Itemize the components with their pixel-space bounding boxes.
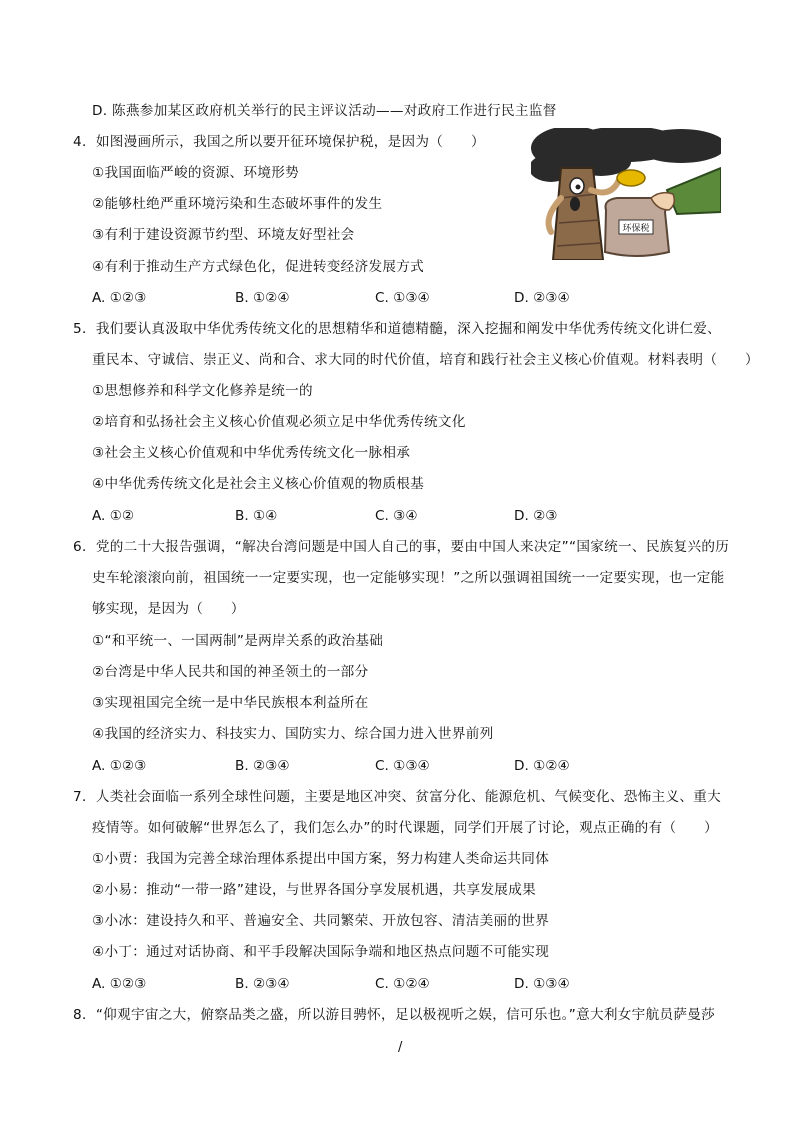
q7-stem-line-2: 疫情等。如何破解“世界怎么了，我们怎么办”的时代课题，同学们开展了讨论，观点正确的有（ ） <box>92 820 719 836</box>
q7-item-3: ③小冰：建设持久和平、普遍安全、共同繁荣、开放包容、清洁美丽的世界 <box>92 913 550 929</box>
q6-item-4: ④我国的经济实力、科技实力、国防实力、综合国力进入世界前列 <box>92 726 494 742</box>
q3-option-d: D. 陈燕参加某区政府机关举行的民主评议活动——对政府工作进行民主监督 <box>92 103 557 119</box>
q4-option-b: B. ①②④ <box>235 290 290 306</box>
q7-item-2: ②小易：推动“一带一路”建设，与世界各国分享发展机遇，共享发展成果 <box>92 882 536 898</box>
q6-item-1: ①“和平统一、一国两制”是两岸关系的政治基础 <box>92 633 384 649</box>
q5-stem-line-1: 5．我们要认真汲取中华优秀传统文化的思想精华和道德精髓，深入挖掘和阐发中华优秀传统文化讲仁爱、 <box>73 321 722 337</box>
q5-item-2: ②培育和弘扬社会主义核心价值观必须立足中华优秀传统文化 <box>92 414 466 430</box>
q4-item-3: ③有利于建设资源节约型、环境友好型社会 <box>92 227 355 243</box>
q4-option-c: C. ①③④ <box>375 290 430 306</box>
gold-ingot <box>617 170 645 186</box>
q6-option-b: B. ②③④ <box>235 758 290 774</box>
q6-item-2: ②台湾是中华人民共和国的神圣领土的一部分 <box>92 664 369 680</box>
q4-item-2: ②能够杜绝严重环境污染和生态破坏事件的发生 <box>92 196 383 212</box>
q5-option-c: C. ③④ <box>375 508 418 524</box>
q5-item-3: ③社会主义核心价值观和中华优秀传统文化一脉相承 <box>92 445 411 461</box>
q7-stem-line-1: 7．人类社会面临一系列全球性问题，主要是地区冲突、贫富分化、能源危机、气候变化、恐怖主义、重大 <box>73 789 722 805</box>
q6-stem-line-1: 6．党的二十大报告强调，“解决台湾问题是中国人自己的事，要由中国人来决定”“国家统一、民族复兴的历 <box>73 539 730 555</box>
q5-stem-line-2: 重民本、守诚信、崇正义、尚和合、求大同的时代价值，培育和践行社会主义核心价值观。材料表明（ ） <box>92 352 759 368</box>
q6-stem-line-2: 史车轮滚滚向前，祖国统一一定要实现，也一定能够实现！”之所以强调祖国统一一定要实现，也一定能 <box>92 570 725 586</box>
q4-item-1: ①我国面临严峻的资源、环境形势 <box>92 165 299 181</box>
q7-option-d: D. ①③④ <box>514 976 570 992</box>
q7-item-4: ④小丁：通过对话协商、和平手段解决国际争端和地区热点问题不可能实现 <box>92 944 550 960</box>
q6-stem-line-3: 够实现，是因为（ ） <box>92 601 245 617</box>
q4-option-d: D. ②③④ <box>514 290 570 306</box>
q7-option-b: B. ②③④ <box>235 976 290 992</box>
page-number: / <box>398 1040 403 1055</box>
q5-item-4: ④中华优秀传统文化是社会主义核心价值观的物质根基 <box>92 476 425 492</box>
q6-option-c: C. ①③④ <box>375 758 430 774</box>
q6-item-3: ③实现祖国完全统一是中华民族根本利益所在 <box>92 695 369 711</box>
q5-option-d: D. ②③ <box>514 508 558 524</box>
q5-option-b: B. ①④ <box>235 508 278 524</box>
q4-option-a: A. ①②③ <box>92 290 147 306</box>
environmental-tax-cartoon <box>531 128 721 260</box>
q7-item-1: ①小贾：我国为完善全球治理体系提出中国方案，努力构建人类命运共同体 <box>92 851 550 867</box>
q4-stem: 4．如图漫画所示，我国之所以要开征环境保护税，是因为（ ） <box>73 134 485 150</box>
q4-item-4: ④有利于推动生产方式绿色化，促进转变经济发展方式 <box>92 259 425 275</box>
q7-option-c: C. ①②④ <box>375 976 430 992</box>
q6-option-a: A. ①②③ <box>92 758 147 774</box>
q7-option-a: A. ①②③ <box>92 976 147 992</box>
q6-option-d: D. ①②④ <box>514 758 570 774</box>
q5-item-1: ①思想修养和科学文化修养是统一的 <box>92 383 313 399</box>
bag-label: 环保税 <box>622 224 650 234</box>
q5-option-a: A. ①② <box>92 508 135 524</box>
q8-stem: 8．“仰观宇宙之大，俯察品类之盛，所以游目骋怀，足以极视听之娱，信可乐也。”意大利女宇航员萨曼莎 <box>73 1007 716 1023</box>
